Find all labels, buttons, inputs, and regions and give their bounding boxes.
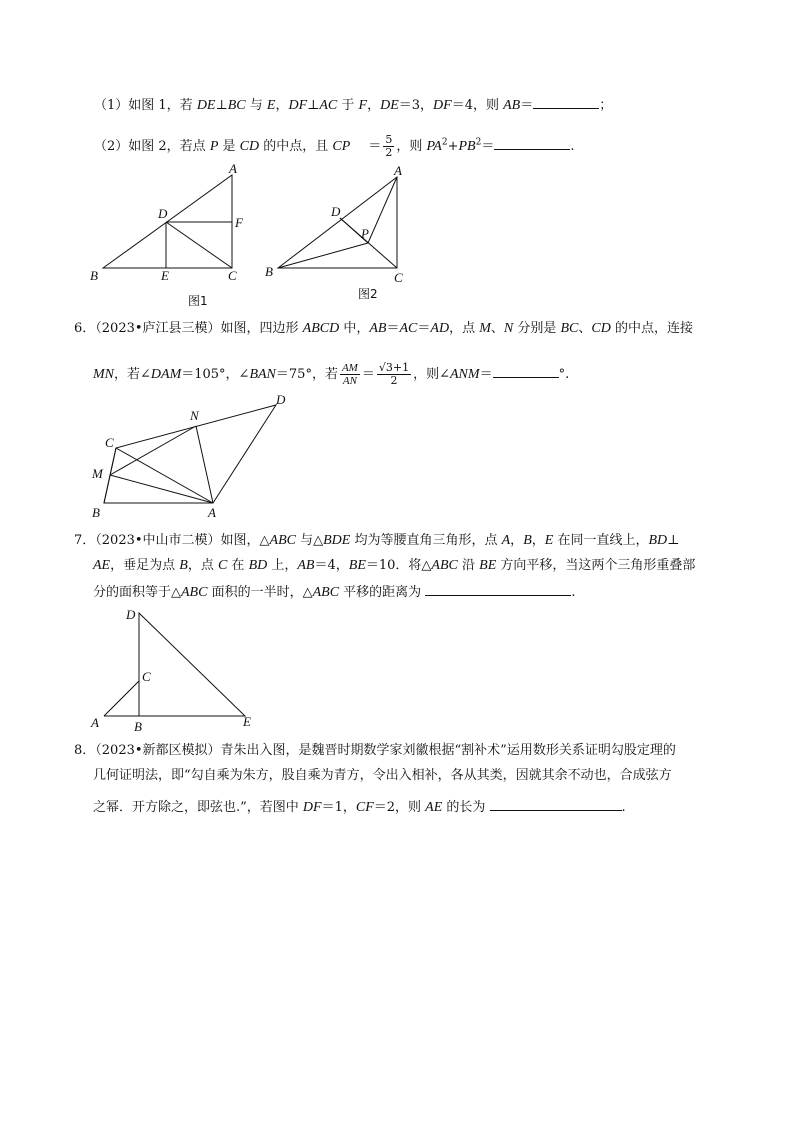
q6-label-a: A <box>208 505 216 520</box>
fig2-label-a: A <box>394 163 402 178</box>
q6-label-c: C <box>105 435 114 450</box>
fig1-label-b: B <box>90 268 98 283</box>
q7-triangle-bde <box>139 613 245 716</box>
q6-segment-ac <box>116 448 213 503</box>
q6-label-d: D <box>276 392 286 407</box>
q7-line-1: 7．（2023•中山市二模）如图，△ABC 与△BDE 均为等腰直角三角形，点 A，B，E 在同一直线上，BD⊥ <box>74 533 680 548</box>
q7-label-a: A <box>91 715 99 730</box>
q6-label-b: B <box>92 505 100 520</box>
fig2-label-d: D <box>331 204 341 219</box>
q6-line-2: MN，若∠DAM＝105°，∠BAN＝75°，若 $\frac{AM}{AN}$ ＝ $\frac{√3+1}{2}$ ，则∠ANM＝ °. <box>93 361 570 387</box>
q6-segment-an <box>196 426 213 503</box>
q8-line-2: 几何证明法，即“勾自乘为朱方，股自乘为青方，令出入相补，各从其类，因就其余不动也，合成弦方 <box>93 768 672 783</box>
fig1-label-a: A <box>229 161 237 176</box>
fig2-segment-pa <box>368 177 397 243</box>
q7-label-b: B <box>134 719 142 734</box>
q6-line-1: 6．（2023•庐江县三模）如图，四边形 ABCD 中，AB＝AC＝AD，点 M、N 分别是 BC、CD 的中点，连接 <box>74 321 693 336</box>
q7-segment-ac <box>104 681 139 716</box>
q7-label-e: E <box>243 714 251 729</box>
fig1-segment-dc <box>166 222 232 268</box>
fig2-label-c: C <box>394 270 403 285</box>
fig1-label-f: F <box>235 215 243 230</box>
fig2-caption: 图2 <box>358 287 378 301</box>
q6-label-m: M <box>92 466 103 481</box>
fig2-label-b: B <box>265 264 273 279</box>
fig1-label-e: E <box>161 268 169 283</box>
q5-part1: （1）如图 1，若 DE⊥BC 与 E，DF⊥AC 于 F，DE＝3，DF＝4，则 AB＝ ； <box>94 98 613 113</box>
q6-segment-mn <box>110 426 196 475</box>
fig2-triangle-abc <box>278 177 397 268</box>
q7-label-d: D <box>126 607 136 622</box>
q7-label-c: C <box>142 669 151 684</box>
fig2-label-p: P <box>361 226 369 241</box>
fraction-five-halves: $\frac{5}{2}$ <box>385 133 393 159</box>
q7-line-3: 分的面积等于△ABC 面积的一半时，△ABC 平移的距离为 . <box>93 585 576 600</box>
q6-segment-am <box>110 475 213 503</box>
fig1-caption: 图1 <box>188 294 208 308</box>
answer-blank[interactable] <box>493 365 559 378</box>
q7-line-2: AE，垂足为点 B，点 C 在 BD 上，AB＝4，BE＝10．将△ABC 沿 BE 方向平移，当这两个三角形重叠部 <box>93 558 696 573</box>
fraction-sqrt3-plus-1-over-2: $\frac{√3+1}{2}$ <box>378 361 410 387</box>
q5-part2: （2）如图 2，若点 P 是 CD 的中点，且 CP ＝ $\frac{5}{2}$ ，则 $PA^2+PB^2=$ . <box>94 133 575 159</box>
q8-line-3: 之幂．开方除之，即弦也.”，若图中 DF＝1，CF＝2，则 AE 的长为 . <box>93 800 626 815</box>
answer-blank[interactable] <box>490 798 622 811</box>
fig2-segment-pb <box>278 243 368 268</box>
fig1-label-c: C <box>228 268 237 283</box>
q8-line-1: 8．（2023•新都区模拟）青朱出入图，是魏晋时期数学家刘徽根据“割补术”运用数形关系证明勾股定理的 <box>74 743 676 758</box>
answer-blank[interactable] <box>425 583 571 596</box>
q6-label-n: N <box>190 408 199 423</box>
fig1-label-d: D <box>158 206 168 221</box>
fraction-am-an: $\frac{AM}{AN}$ <box>341 362 358 387</box>
